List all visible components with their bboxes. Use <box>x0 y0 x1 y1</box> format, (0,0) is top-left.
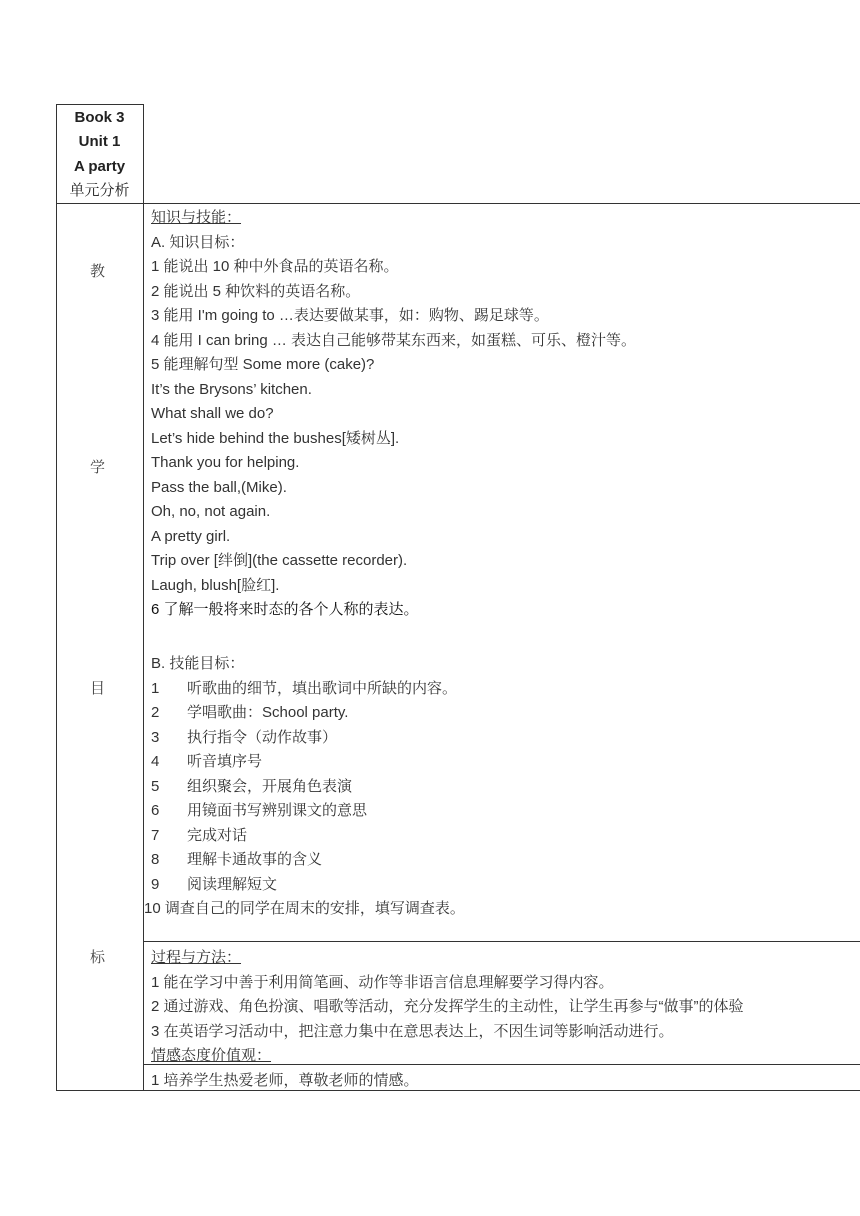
skill-number: 4 <box>151 753 160 770</box>
skill-text: 理解卡通故事的含义 <box>187 851 323 868</box>
book-label: Book 3 <box>74 108 125 126</box>
side-label-char: 教 <box>90 262 106 280</box>
skill-text: 执行指令（动作故事） <box>187 728 338 746</box>
knowledge-item: Oh, no, not again. <box>151 503 271 520</box>
skill-number: 1 <box>151 679 160 697</box>
skill-item <box>151 848 322 873</box>
knowledge-item: Let’s hide behind the bushes[矮树丛]. <box>151 429 400 447</box>
skill-text: 完成对话 <box>187 826 248 844</box>
unit-title-cell <box>56 106 143 203</box>
knowledge-item: 4 能用 I can bring … 表达自己能够带某东西来，如蛋糕、可乐、橙汁等。 <box>151 331 637 349</box>
knowledge-item: Pass the ball,(Mike). <box>151 478 287 496</box>
knowledge-item: A pretty girl. <box>151 527 231 545</box>
skill-number: 9 <box>151 875 160 893</box>
side-label-char: 目 <box>90 679 106 697</box>
skill-number: 6 <box>151 802 160 819</box>
side-label-char: 标 <box>90 948 106 966</box>
skill-number: 8 <box>151 851 160 868</box>
skill-item <box>151 677 457 702</box>
skill-item <box>151 775 352 800</box>
knowledge-item: What shall we do? <box>151 405 274 422</box>
skill-text: 听音填序号 <box>187 753 263 770</box>
skills-b-title: B. 技能目标： <box>151 655 245 672</box>
process-item: 3 在英语学习活动中，把注意力集中在意思表达上，不因生词等影响活动进行。 <box>151 1022 674 1040</box>
knowledge-item: 3 能用 I'm going to …表达要做某事，如：购物、踢足球等。 <box>151 307 549 324</box>
knowledge-heading: 知识与技能： <box>151 209 242 226</box>
skill-item <box>151 726 337 751</box>
skill-item <box>151 701 348 726</box>
skill-text: 组织聚会，开展角色表演 <box>187 777 353 795</box>
skill-text: 用镜面书写辨别课文的意思 <box>187 802 368 819</box>
skill-item <box>151 750 262 775</box>
knowledge-a-title: A. 知识目标： <box>151 233 245 251</box>
table-divider-process <box>143 941 860 942</box>
knowledge-item: Laugh, blush[脸红]. <box>151 576 280 594</box>
knowledge-item: It’s the Brysons’ kitchen. <box>151 380 312 398</box>
knowledge-item: Trip over [绊倒](the cassette recorder). <box>151 552 408 569</box>
skill-number: 7 <box>151 826 160 844</box>
process-heading: 过程与方法： <box>151 949 242 966</box>
knowledge-item: 5 能理解句型 Some more (cake)? <box>151 356 375 373</box>
skill-text: 学唱歌曲：School party. <box>187 704 349 721</box>
skill-item <box>151 873 277 898</box>
table-column-divider <box>143 104 144 1091</box>
knowledge-item: Thank you for helping. <box>151 454 300 471</box>
knowledge-item: 6 了解一般将来时态的各个人称的表达。 <box>151 601 419 618</box>
skill-number: 5 <box>151 777 160 795</box>
skill-item <box>151 799 367 824</box>
skill-item: 10 调查自己的同学在周末的安排，填写调查表。 <box>144 900 465 917</box>
skill-number: 3 <box>151 728 160 746</box>
emotion-item: 1 培养学生热爱老师，尊敬老师的情感。 <box>151 1071 419 1089</box>
table-border-left <box>56 104 57 1091</box>
table-border-header <box>56 203 860 204</box>
knowledge-item: 2 能说出 5 种饮料的英语名称。 <box>151 282 361 300</box>
skill-text: 听歌曲的细节，填出歌词中所缺的内容。 <box>187 679 458 697</box>
unit-name: A party <box>73 157 126 175</box>
skill-text: 阅读理解短文 <box>187 875 278 893</box>
side-label-char: 学 <box>90 458 106 476</box>
skill-item <box>151 824 247 849</box>
process-item: 1 能在学习中善于利用简笔画、动作等非语言信息理解要学习得内容。 <box>151 973 614 991</box>
unit-label: Unit 1 <box>78 133 121 150</box>
emotion-heading: 情感态度价值观： <box>151 1047 272 1064</box>
knowledge-item: 1 能说出 10 种中外食品的英语名称。 <box>151 258 399 275</box>
process-item: 2 通过游戏、角色扮演、唱歌等活动，充分发挥学生的主动性，让学生再参与“做事”的体验 <box>151 998 744 1015</box>
unit-analysis-label: 单元分析 <box>69 182 130 199</box>
skill-number: 2 <box>151 704 160 721</box>
